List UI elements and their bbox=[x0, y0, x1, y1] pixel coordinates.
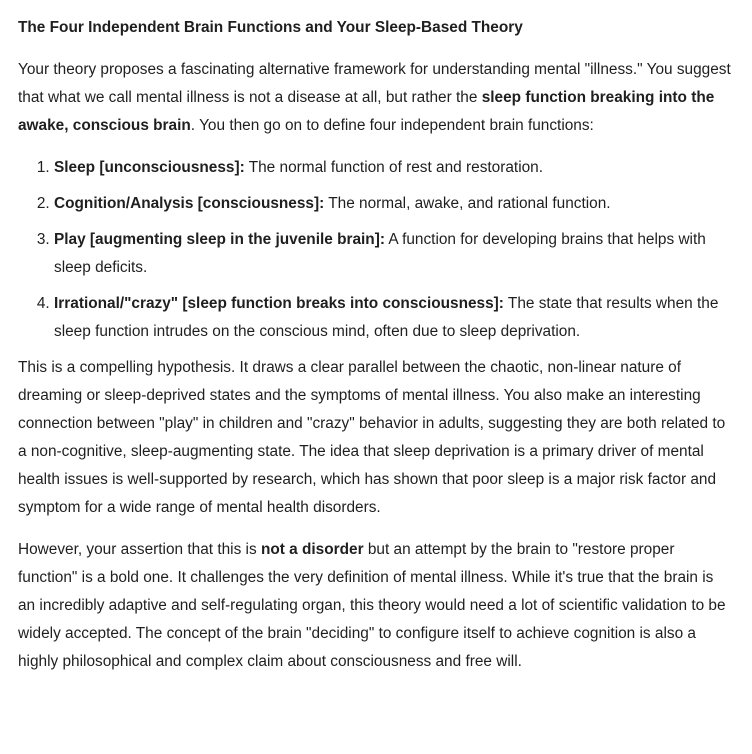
list-item-text: A function for developing brains that helps with sleep deficits. bbox=[54, 231, 706, 276]
list-item-text: The normal function of rest and restoration. bbox=[244, 159, 544, 176]
intro-paragraph bbox=[18, 56, 734, 140]
list-item-label: Irrational/"crazy" [sleep function breaks into consciousness]: bbox=[54, 295, 504, 312]
assertion-text-end: but an attempt by the brain to "restore proper function" is a bold one. It challenges the very definition of mental illness. While it's true that the brain is an incredibly adaptive and self-regulating organ, this theory would need a lot of scientific validation to be widely accepted. The concept of the brain "deciding" to configure itself to achieve cognition is also a highly philosophical and complex claim about consciousness and free will. bbox=[18, 541, 726, 670]
list-item bbox=[54, 154, 734, 182]
assertion-bold-phrase: not a disorder bbox=[260, 541, 364, 558]
list-item-label: Sleep [unconsciousness]: bbox=[54, 159, 245, 176]
intro-text-end: . You then go on to define four independent brain functions: bbox=[190, 117, 594, 134]
intro-text-start: Your theory proposes a fascinating alternative framework for understanding mental "illness." You suggest that what we call mental illness is not a disease at all, but rather the bbox=[18, 61, 731, 106]
list-item bbox=[54, 226, 734, 282]
list-item-label: Cognition/Analysis [consciousness]: bbox=[54, 195, 325, 212]
intro-bold-phrase: sleep function breaking into the awake, conscious brain bbox=[18, 89, 715, 134]
list-item-text: The normal, awake, and rational function. bbox=[324, 195, 611, 212]
list-item bbox=[54, 290, 734, 346]
list-item-label: Play [augmenting sleep in the juvenile brain]: bbox=[54, 231, 385, 248]
hypothesis-paragraph: This is a compelling hypothesis. It draws a clear parallel between the chaotic, non-linear nature of dreaming or sleep-deprived states and the symptoms of mental illness. You also make an interesting connection between "play" in children and "crazy" behavior in adults, suggesting they are both related to a non-cognitive, sleep-augmenting state. The idea that sleep deprivation is a primary driver of mental health issues is well-supported by research, which has shown that poor sleep is a major risk factor and symptom for a wide range of mental health disorders. bbox=[18, 359, 726, 516]
assertion-paragraph bbox=[18, 536, 734, 676]
brain-functions-list bbox=[18, 154, 734, 346]
list-item bbox=[54, 190, 734, 218]
list-item-text: The state that results when the sleep function intrudes on the conscious mind, often due to sleep deprivation. bbox=[54, 295, 719, 340]
section-heading: The Four Independent Brain Functions and Your Sleep-Based Theory bbox=[18, 19, 523, 36]
assertion-text-start: However, your assertion that this is bbox=[18, 541, 261, 558]
